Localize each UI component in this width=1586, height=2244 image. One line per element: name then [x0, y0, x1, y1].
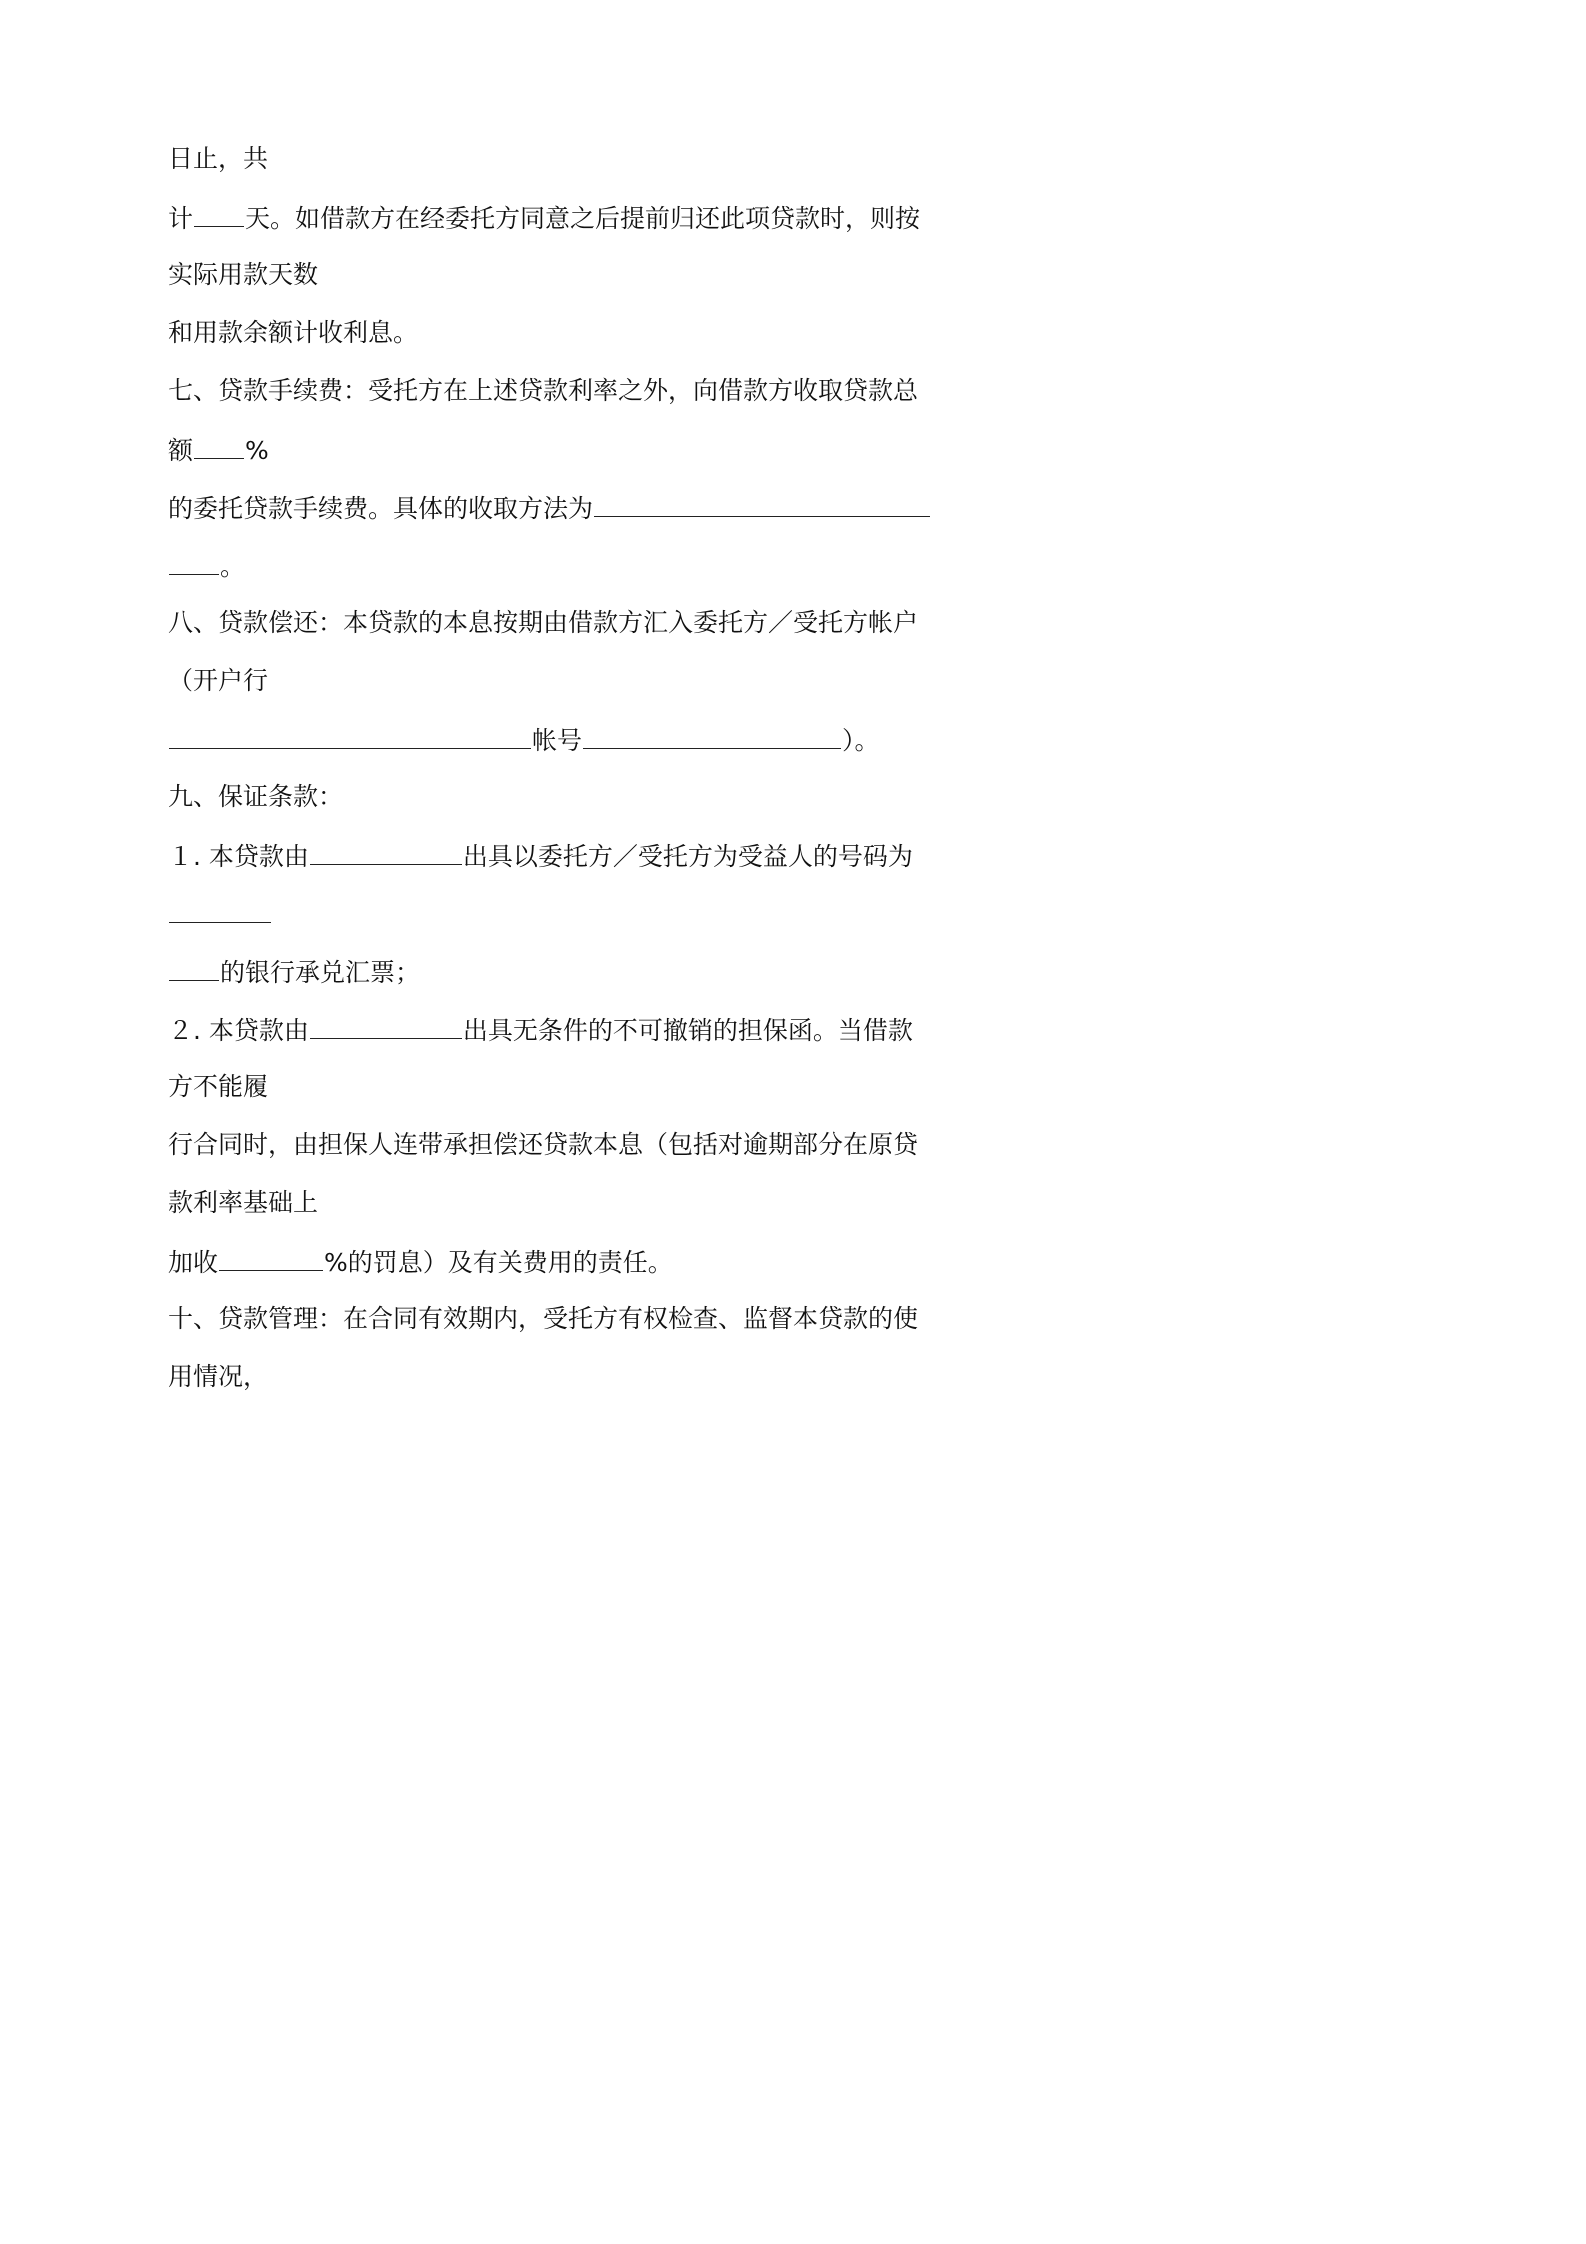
text-line	[168, 1244, 673, 1280]
text-line	[168, 142, 268, 176]
fill-in-blank	[594, 490, 930, 517]
text-line	[168, 1186, 318, 1220]
text-segment: 帐号	[532, 726, 583, 755]
fill-in-blank	[310, 838, 462, 865]
text-segment: 的委托贷款手续费。具体的收取方法为	[168, 494, 594, 523]
text-segment: ２. 本贷款由	[168, 1016, 309, 1045]
text-line	[168, 258, 318, 292]
fill-in-blank	[169, 548, 219, 575]
text-line	[168, 838, 913, 874]
text-line	[168, 200, 920, 236]
text-segment: 和用款余额计收利息。	[168, 318, 419, 347]
text-line	[168, 1012, 913, 1048]
text-line	[168, 316, 418, 350]
text-line	[168, 432, 269, 468]
text-segment: （开户行	[168, 666, 269, 695]
text-segment: 额	[168, 436, 194, 465]
text-segment: 款利率基础上	[168, 1188, 319, 1217]
text-line	[168, 548, 245, 584]
fill-in-blank	[169, 722, 531, 749]
text-line	[168, 722, 880, 758]
text-segment: 十、贷款管理：在合同有效期内，受托方有权检查、监督本贷款的使	[168, 1304, 919, 1333]
text-segment: 天。如借款方在经委托方同意之后提前归还此项贷款时，则按	[245, 204, 921, 233]
fill-in-blank	[583, 722, 841, 749]
fill-in-blank	[219, 1244, 323, 1271]
text-line	[168, 1070, 268, 1104]
text-line	[168, 664, 268, 698]
text-segment: 。	[220, 552, 246, 581]
fill-in-blank	[169, 954, 219, 981]
text-segment: 出具以委托方／受托方为受益人的号码为	[462, 842, 913, 871]
text-segment: 的银行承兑汇票；	[220, 958, 421, 987]
text-segment: 七、贷款手续费：受托方在上述贷款利率之外，向借款方收取贷款总	[168, 376, 919, 405]
text-line	[168, 606, 918, 640]
document-page	[0, 0, 1100, 1556]
text-segment: 计	[168, 204, 194, 233]
text-segment: 行合同时，由担保人连带承担偿还贷款本息（包括对逾期部分在原贷	[168, 1130, 919, 1159]
text-line	[168, 374, 918, 408]
text-segment: 用情况，	[168, 1362, 269, 1391]
text-segment: 实际用款天数	[168, 260, 319, 289]
fill-in-blank	[310, 1012, 462, 1039]
text-segment: 出具无条件的不可撤销的担保函。当借款	[462, 1016, 913, 1045]
fill-in-blank	[194, 432, 244, 459]
text-segment: %的罚息）及有关费用的责任。	[324, 1248, 673, 1277]
text-line	[168, 1302, 918, 1336]
text-line	[168, 780, 343, 814]
text-segment: １. 本贷款由	[168, 842, 309, 871]
text-line	[168, 490, 931, 526]
text-segment: 八、贷款偿还：本贷款的本息按期由借款方汇入委托方／受托方帐户	[168, 608, 919, 637]
text-segment: 加收	[168, 1248, 219, 1277]
text-line	[168, 1128, 918, 1162]
fill-in-blank	[169, 896, 271, 923]
fill-in-blank	[194, 200, 244, 227]
text-segment: 九、保证条款：	[168, 782, 344, 811]
text-segment: 方不能履	[168, 1072, 269, 1101]
text-segment: ）。	[842, 726, 880, 755]
text-line	[168, 954, 420, 990]
text-line	[168, 1360, 268, 1394]
text-segment: %	[245, 436, 269, 465]
text-segment: 日止，共	[168, 144, 269, 173]
text-line	[168, 896, 272, 932]
